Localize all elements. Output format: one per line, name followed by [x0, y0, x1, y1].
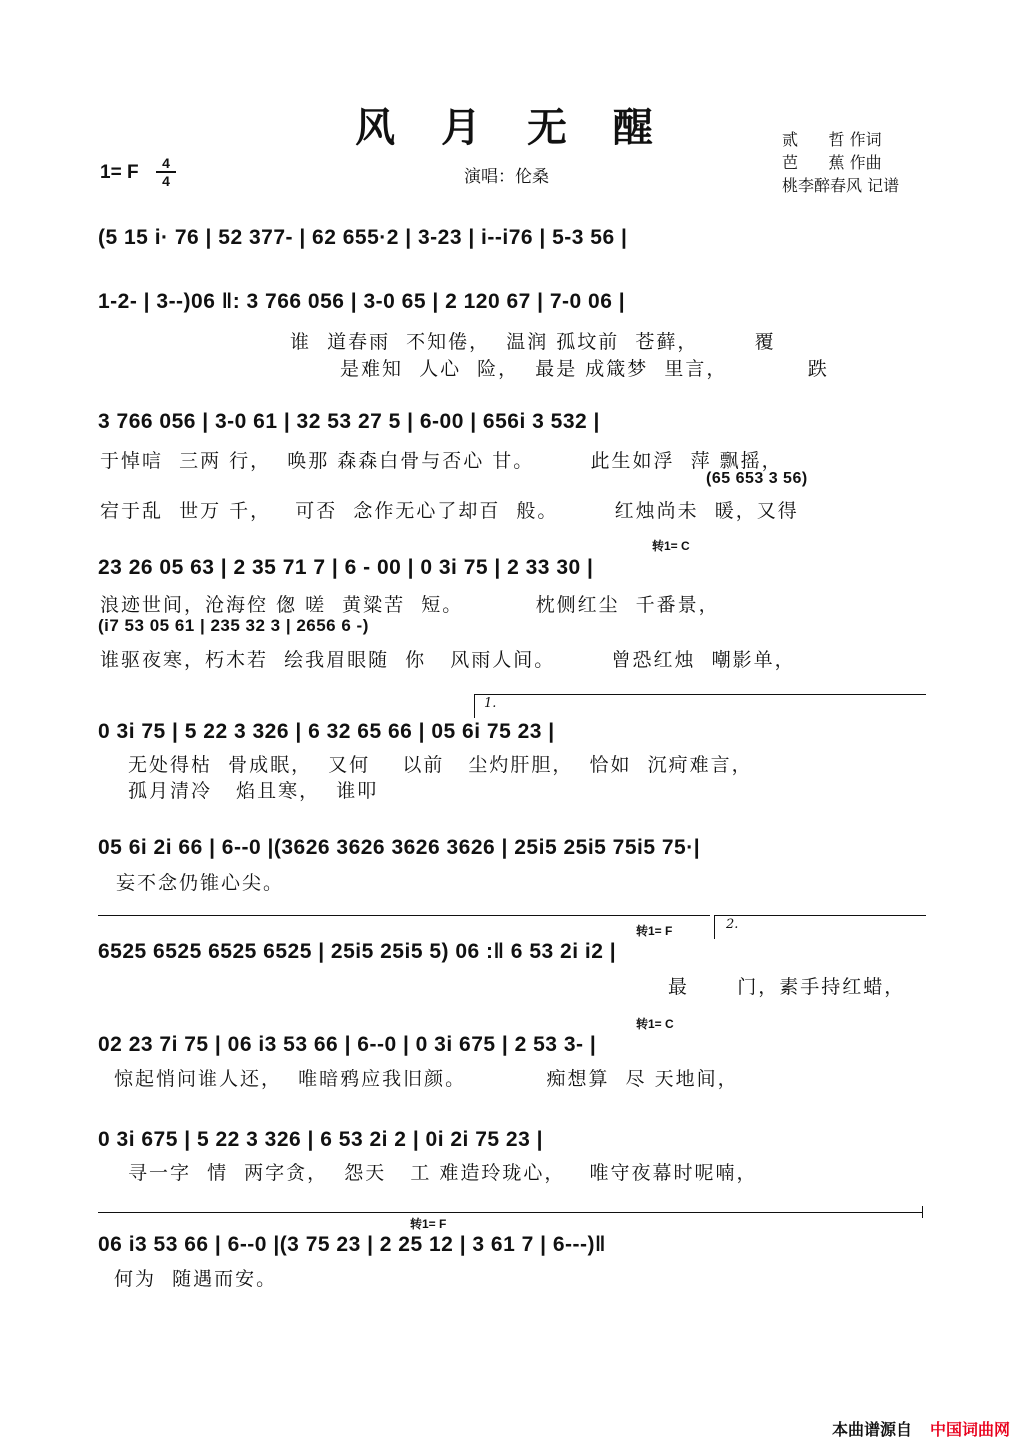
volta-bracket-1-edge	[474, 694, 475, 718]
lyric-line-7: 最 门，素手持红蜡，	[668, 976, 906, 998]
lyric-line-10: 何为 随遇而安。	[114, 1268, 278, 1290]
credits-block	[782, 128, 899, 197]
notation-line-1: (5 15 i· 76 | 52 377- | 62 655·2 | 3-23 | i--i76 | 5-3 56 |	[98, 226, 628, 249]
lyric-line-8: 惊起悄问谁人还， 唯暗鸦应我旧颜。 痴想算 尽 天地间，	[114, 1068, 739, 1090]
notation-line-7: 6525 6525 6525 6525 | 25i5 25i5 5) 06 :‖ 6 53 2i i2 |	[98, 940, 617, 963]
modulation-mark: 转1= F	[636, 924, 673, 938]
alt-notation-line-4: (i7 53 05 61 | 235 32 3 | 2656 6 -)	[98, 616, 369, 635]
notation-line-10: 06 i3 53 66 | 6--0 |(3 75 23 | 2 25 12 | 3 61 7 | 6---)‖	[98, 1233, 606, 1256]
lyric-line-2a: 谁 道春雨 不知倦， 温润 孤坟前 苍藓， 覆	[290, 331, 776, 353]
lyric-line-3b: 宕于乱 世万 千， 可否 念作无心了却百 般。 红烛尚未 暖，又得	[100, 500, 799, 522]
volta-bracket-1	[474, 694, 926, 695]
song-title: 风 月 无 醒	[355, 104, 669, 151]
footer-source: 本曲谱源自	[831, 1420, 912, 1439]
lyric-line-2b: 是难知 人心 险， 最是 成箴梦 里言， 跌	[340, 358, 829, 380]
singer-credit: 演唱：伦桑	[464, 167, 549, 187]
time-signature-bottom: 4	[162, 173, 170, 189]
time-signature	[156, 156, 176, 188]
transcriber-credit: 桃李醉春风 记谱	[782, 176, 900, 195]
notation-line-8: 02 23 7i 75 | 06 i3 53 66 | 6--0 | 0 3i 675 | 2 53 3- |	[98, 1033, 597, 1056]
lyric-line-9: 寻一字 情 两字贪， 怨天 工 难造玲珑心， 唯守夜幕时呢喃，	[128, 1162, 758, 1184]
volta-bracket-line	[98, 915, 710, 916]
notation-line-6: 05 6i 2i 66 | 6--0 |(3626 3626 3626 3626 | 25i5 25i5 75i5 75·|	[98, 836, 701, 859]
modulation-mark: 转1= F	[410, 1217, 447, 1231]
volta-1-label: 1.	[484, 696, 497, 711]
alt-notation-line-3: (65 653 3 56)	[706, 470, 808, 487]
footer	[832, 1417, 1010, 1440]
section-bracket-edge	[922, 1206, 923, 1218]
modulation-mark: 转1= C	[652, 539, 690, 553]
lyric-line-4a: 浪迹世间，沧海倥 偬 嗟 黄粱苦 短。 枕侧红尘 千番景，	[100, 594, 720, 616]
volta-bracket-2	[714, 915, 926, 916]
modulation-mark: 转1= C	[636, 1017, 674, 1031]
lyric-line-6: 妄不念仍锥心尖。	[116, 872, 285, 894]
lyric-line-5a: 无处得枯 骨成眠， 又何 以前 尘灼肝胆， 恰如 沉疴难言，	[128, 754, 753, 776]
lyricist-credit: 贰 哲 作词	[782, 130, 882, 149]
notation-line-4: 23 26 05 63 | 2 35 71 7 | 6 - 00 | 0 3i 75 | 2 33 30 |	[98, 556, 594, 579]
composer-credit: 芭 蕉 作曲	[782, 153, 882, 172]
notation-line-9: 0 3i 675 | 5 22 3 326 | 6 53 2i 2 | 0i 2i 75 23 |	[98, 1128, 543, 1151]
lyric-line-3a: 于悼唁 三两 行， 唤那 森森白骨与否心 甘。 此生如浮 萍 飘摇，	[100, 450, 783, 472]
time-signature-top: 4	[162, 155, 170, 171]
lyric-line-5b: 孤月清冷 焰且寒， 谁叩	[128, 780, 379, 802]
section-bracket-line	[98, 1212, 922, 1213]
volta-bracket-2-edge	[714, 915, 715, 939]
lyric-line-4b: 谁驱夜寒，朽木若 绘我眉眼随 你 风雨人间。 曾恐红烛 嘲影单，	[100, 649, 796, 671]
volta-2-label: 2.	[726, 917, 739, 932]
footer-site-link[interactable]: 中国词曲网	[929, 1420, 1010, 1439]
notation-line-3: 3 766 056 | 3-0 61 | 32 53 27 5 | 6-00 | 656i 3 532 |	[98, 410, 600, 433]
notation-line-2: 1-2- | 3--)06 ‖: 3 766 056 | 3-0 65 | 2 120 67 | 7-0 06 |	[98, 290, 626, 313]
notation-line-5: 0 3i 75 | 5 22 3 326 | 6 32 65 66 | 05 6i 75 23 |	[98, 720, 555, 743]
key-signature: 1= F	[100, 162, 139, 183]
